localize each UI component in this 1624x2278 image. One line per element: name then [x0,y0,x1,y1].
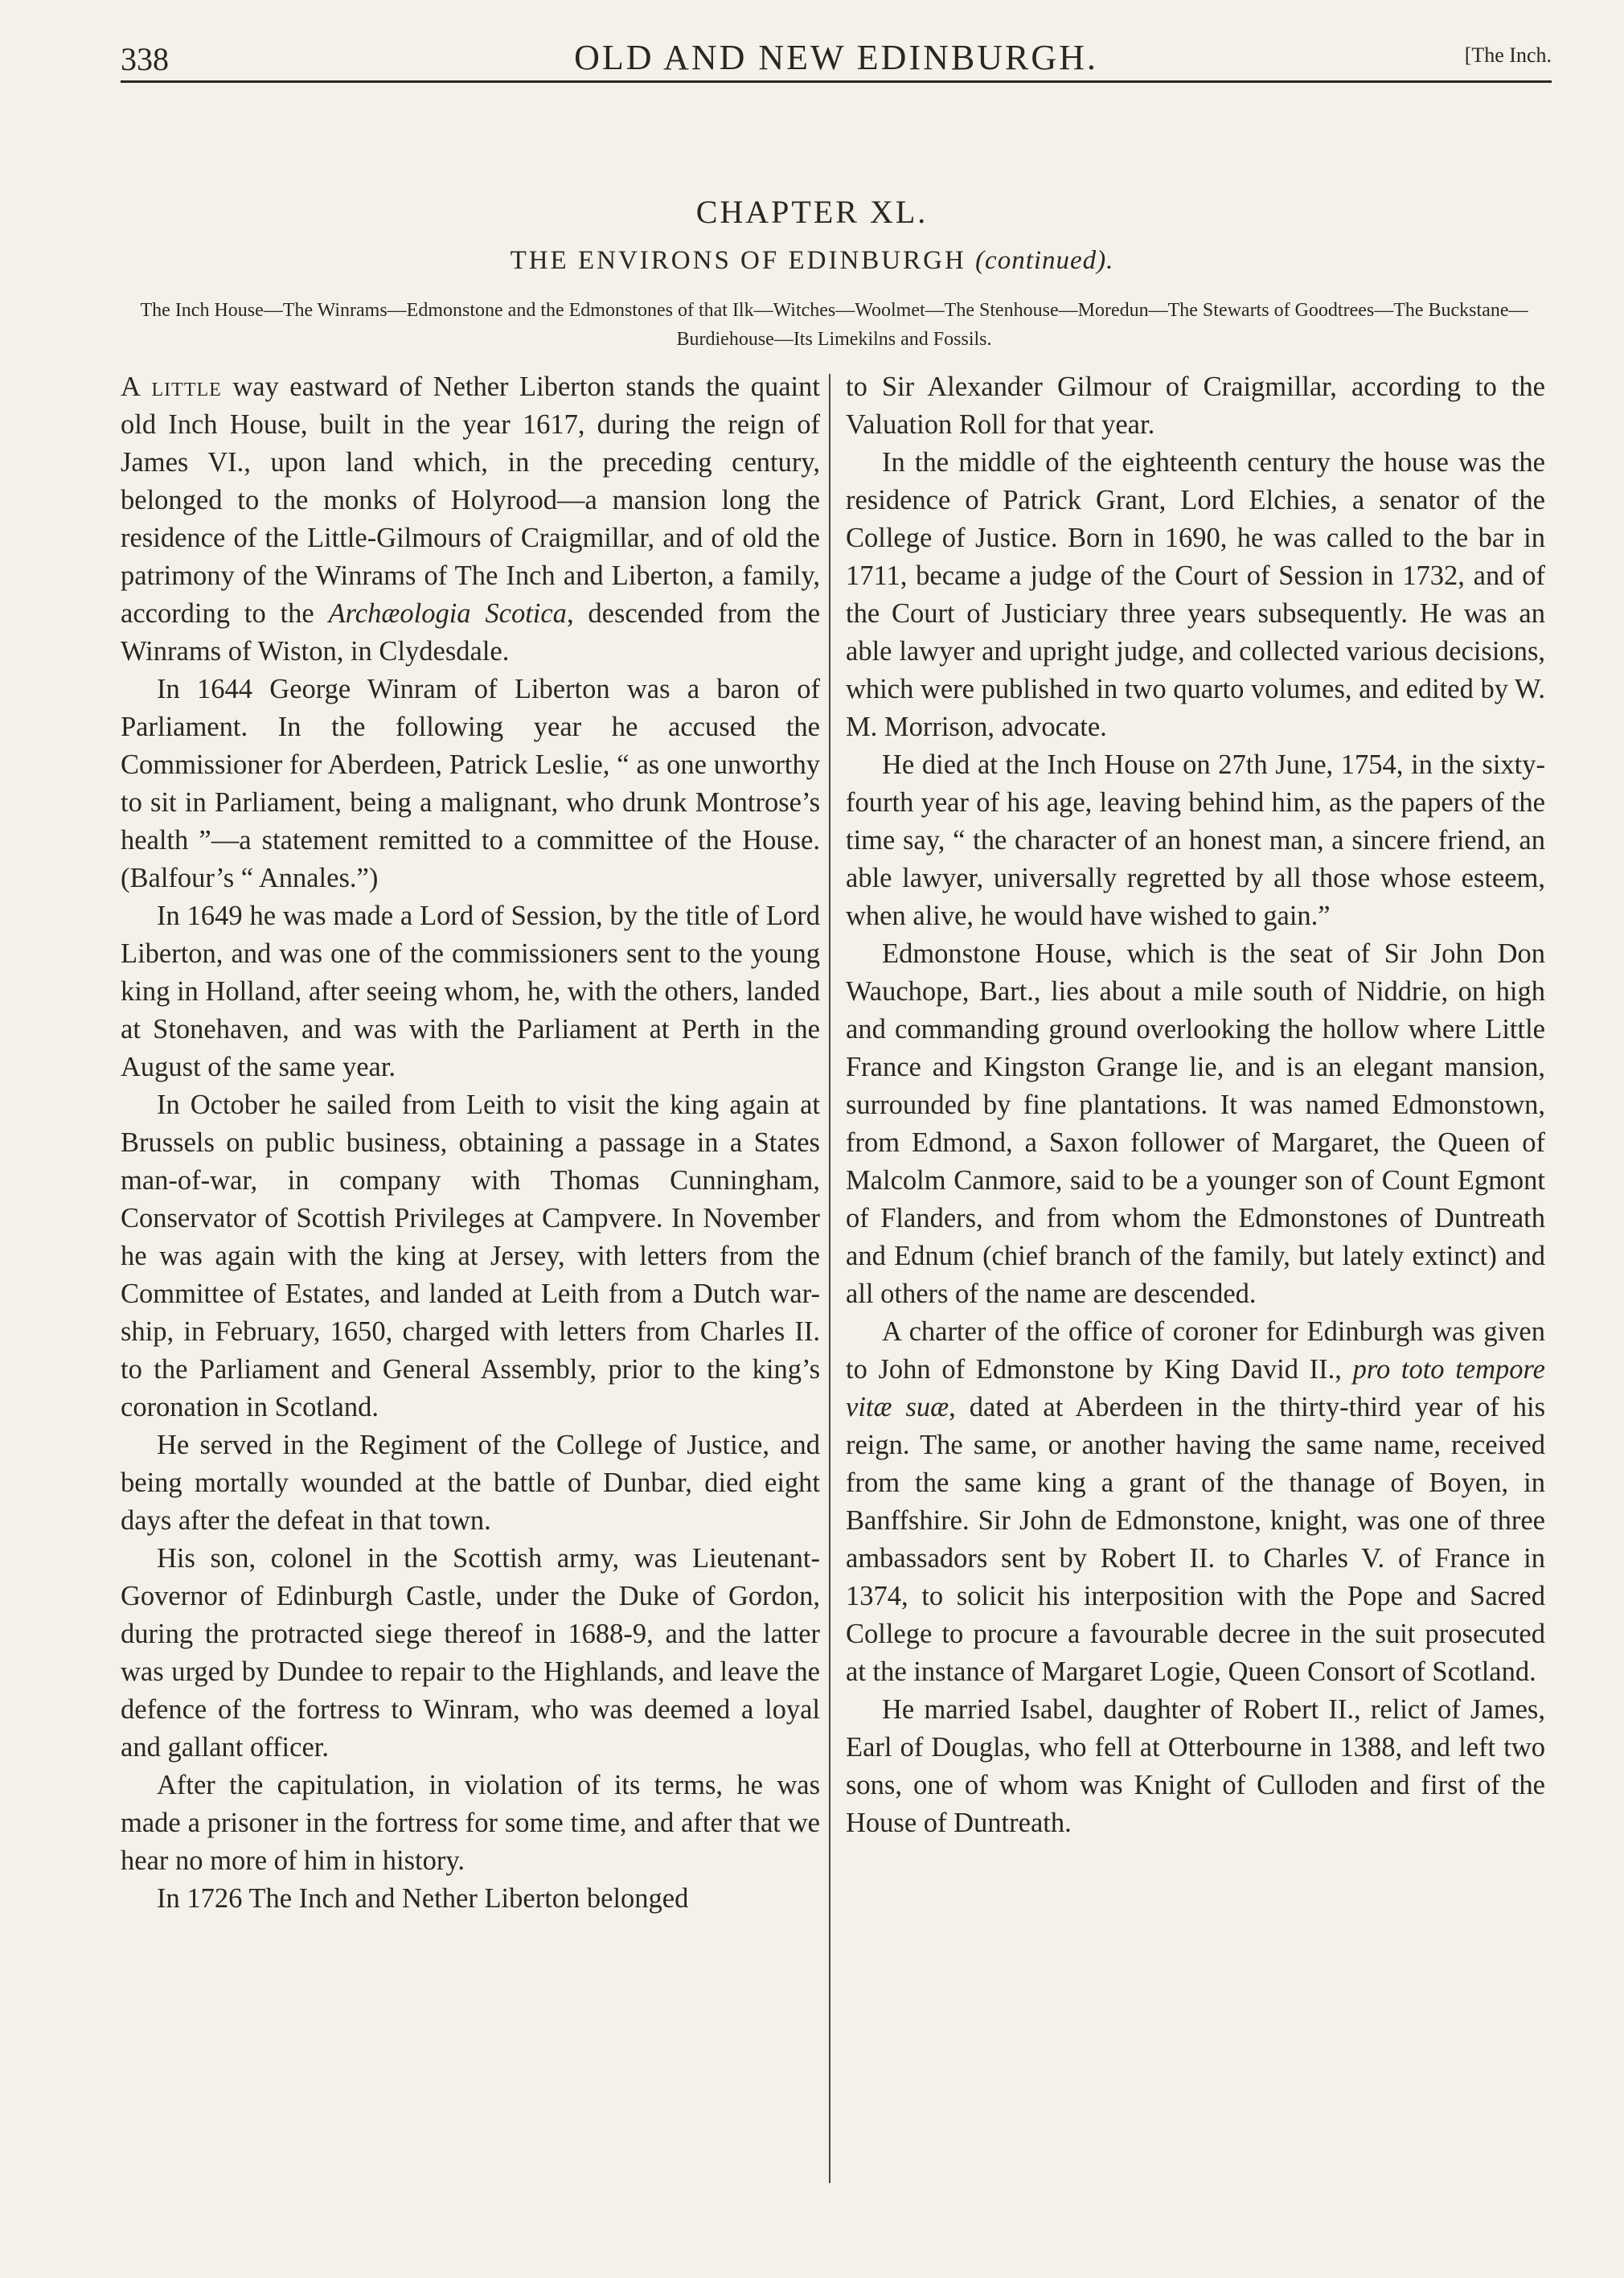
paragraph: In 1726 The Inch and Nether Liberton belonged [157,1883,689,1914]
header-rule [121,80,1552,83]
chapter-subtitle [0,246,1624,276]
paragraph-text: , dated at Aberdeen in the thirty-third year of his reign. The same, or another having the same name, received from the same king a grant of the thanage of Boyen, in Banffshire. Sir John de Edmonstone, knight, was one of three ambassadors sent by Robert II. to Charles V. of France in 1374, to solicit his interposition with the Pope and Sacred College to procure a favourable decree in the suit prosecuted at the instance of Margaret Logie, Queen Consort of Scotland. [846,1392,1545,1687]
left-column [121,368,820,1918]
paragraph: He served in the Regiment of the College of Justice, and being mortally wounded at the battle of Dunbar, died eight days after the defeat in that town. [121,1430,820,1536]
chapter-title: CHAPTER XL. [695,194,929,230]
right-column [846,368,1545,1842]
section-tag: [The Inch. [1464,43,1552,67]
chapter-summary: The Inch House—The Winrams—Edmonstone and the Edmonstones of that Ilk—Witches—Woolmet—The Stenhouse—Moredun—The Stewarts of Goodtrees—The Buckstane—Burdiehouse—Its Limekilns and Fossils. [140,300,1528,350]
paragraph: After the capitulation, in violation of its terms, he was made a prisoner in the fortress for some time, and after that we hear no more of him in history. [121,1770,820,1876]
column-rule [829,374,830,2183]
running-head [121,32,1552,80]
paragraph-text: way eastward of Nether Liberton stands the quaint old Inch House, built in the year 1617, during the reign of James VI., upon land which, in the preceding century, belonged to the monks of Holyrood—a mansion long the residence of the Little-Gilmours of Craigmillar, and of old the patrimony of the Winrams of The Inch and Liberton, a family, according to the [121,371,820,629]
page-number: 338 [121,41,169,77]
paragraph [121,368,820,671]
paragraph: Edmonstone House, which is the seat of Sir John Don Wauchope, Bart., lies about a mile south of Niddrie, on high and commanding ground overlooking the hollow where Little France and Kingston Grange lie, and is an elegant mansion, surrounded by fine plantations. It was named Edmonstown, from Edmond, a Saxon follower of Margaret, the Queen of Malcolm Canmore, said to be a younger son of Count Egmont of Flanders, and from whom the Edmonstones of Duntreath and Ednum (chief branch of the family, but lately extinct) and all others of the name are descended. [846,938,1545,1309]
chapter-subtitle-text: THE ENVIRONS OF EDINBURGH [510,246,966,275]
paragraph [846,1313,1545,1691]
paragraph-text: , descended from the Winrams of Wiston, in Clydesdale. [121,598,821,667]
italic-title: Archæologia Scotica [328,598,567,629]
paragraph: He died at the Inch House on 27th June, 1754, in the sixty-fourth year of his age, leaving behind him, as the papers of the time say, “ the character of an honest man, a sincere friend, an able lawyer, universally regretted by all those whose esteem, when alive, he would have wished to gain.” [846,749,1545,931]
paragraph: In October he sailed from Leith to visit the king again at Brussels on public business, obtaining a passage in a States man-of-war, in company with Thomas Cunningham, Conservator of Scottish Privileges at Campvere. In November he was again with the king at Jersey, with letters from the Committee of Estates, and landed at Leith from a Dutch war-ship, in February, 1650, charged with letters from Charles II. to the Parliament and General Assembly, prior to the king’s coronation in Scotland. [121,1090,820,1422]
opening-small-caps: A little [121,371,222,402]
chapter-subtitle-continued: (continued). [975,246,1114,275]
paragraph: In the middle of the eighteenth century the house was the residence of Patrick Grant, Lord Elchies, a senator of the College of Justice. Born in 1690, he was called to the bar in 1711, became a judge of the Court of Session in 1732, and of the Court of Justiciary three years subsequently. He was an able lawyer and upright judge, and collected various decisions, which were published in two quarto volumes, and edited by W. M. Morrison, advocate. [846,447,1546,742]
book-title: OLD AND NEW EDINBURGH. [574,38,1098,77]
paragraph: He married Isabel, daughter of Robert II., relict of James, Earl of Douglas, who fell at Otterbourne in 1388, and left two sons, one of whom was Knight of Culloden and first of the House of Duntreath. [846,1694,1545,1838]
paragraph: His son, colonel in the Scottish army, was Lieutenant-Governor of Edinburgh Castle, under the Duke of Gordon, during the protracted siege thereof in 1688-9, and the latter was urged by Dundee to repair to the Highlands, and leave the defence of the fortress to Winram, who was deemed a loyal and gallant officer. [121,1543,820,1763]
paragraph: In 1649 he was made a Lord of Session, by the title of Lord Liberton, and was one of the commissioners sent to the young king in Holland, after seeing whom, he, with the others, landed at Stonehaven, and was with the Parliament at Perth in the August of the same year. [121,901,820,1082]
paragraph: to Sir Alexander Gilmour of Craigmillar, according to the Valuation Roll for that year. [846,371,1545,440]
paragraph: In 1644 George Winram of Liberton was a baron of Parliament. In the following year he accused the Commissioner for Aberdeen, Patrick Leslie, “ as one unworthy to sit in Parliament, being a malignant, who drunk Montrose’s health ”—a statement remitted to a committee of the House. (Balfour’s “ Annales.”) [121,674,820,893]
paragraph-text: A charter of the office of coroner for Edinburgh was given to John of Edmonstone by King David II., [846,1316,1545,1385]
latin-phrase: pro toto tempore vitæ suæ [846,1354,1545,1422]
